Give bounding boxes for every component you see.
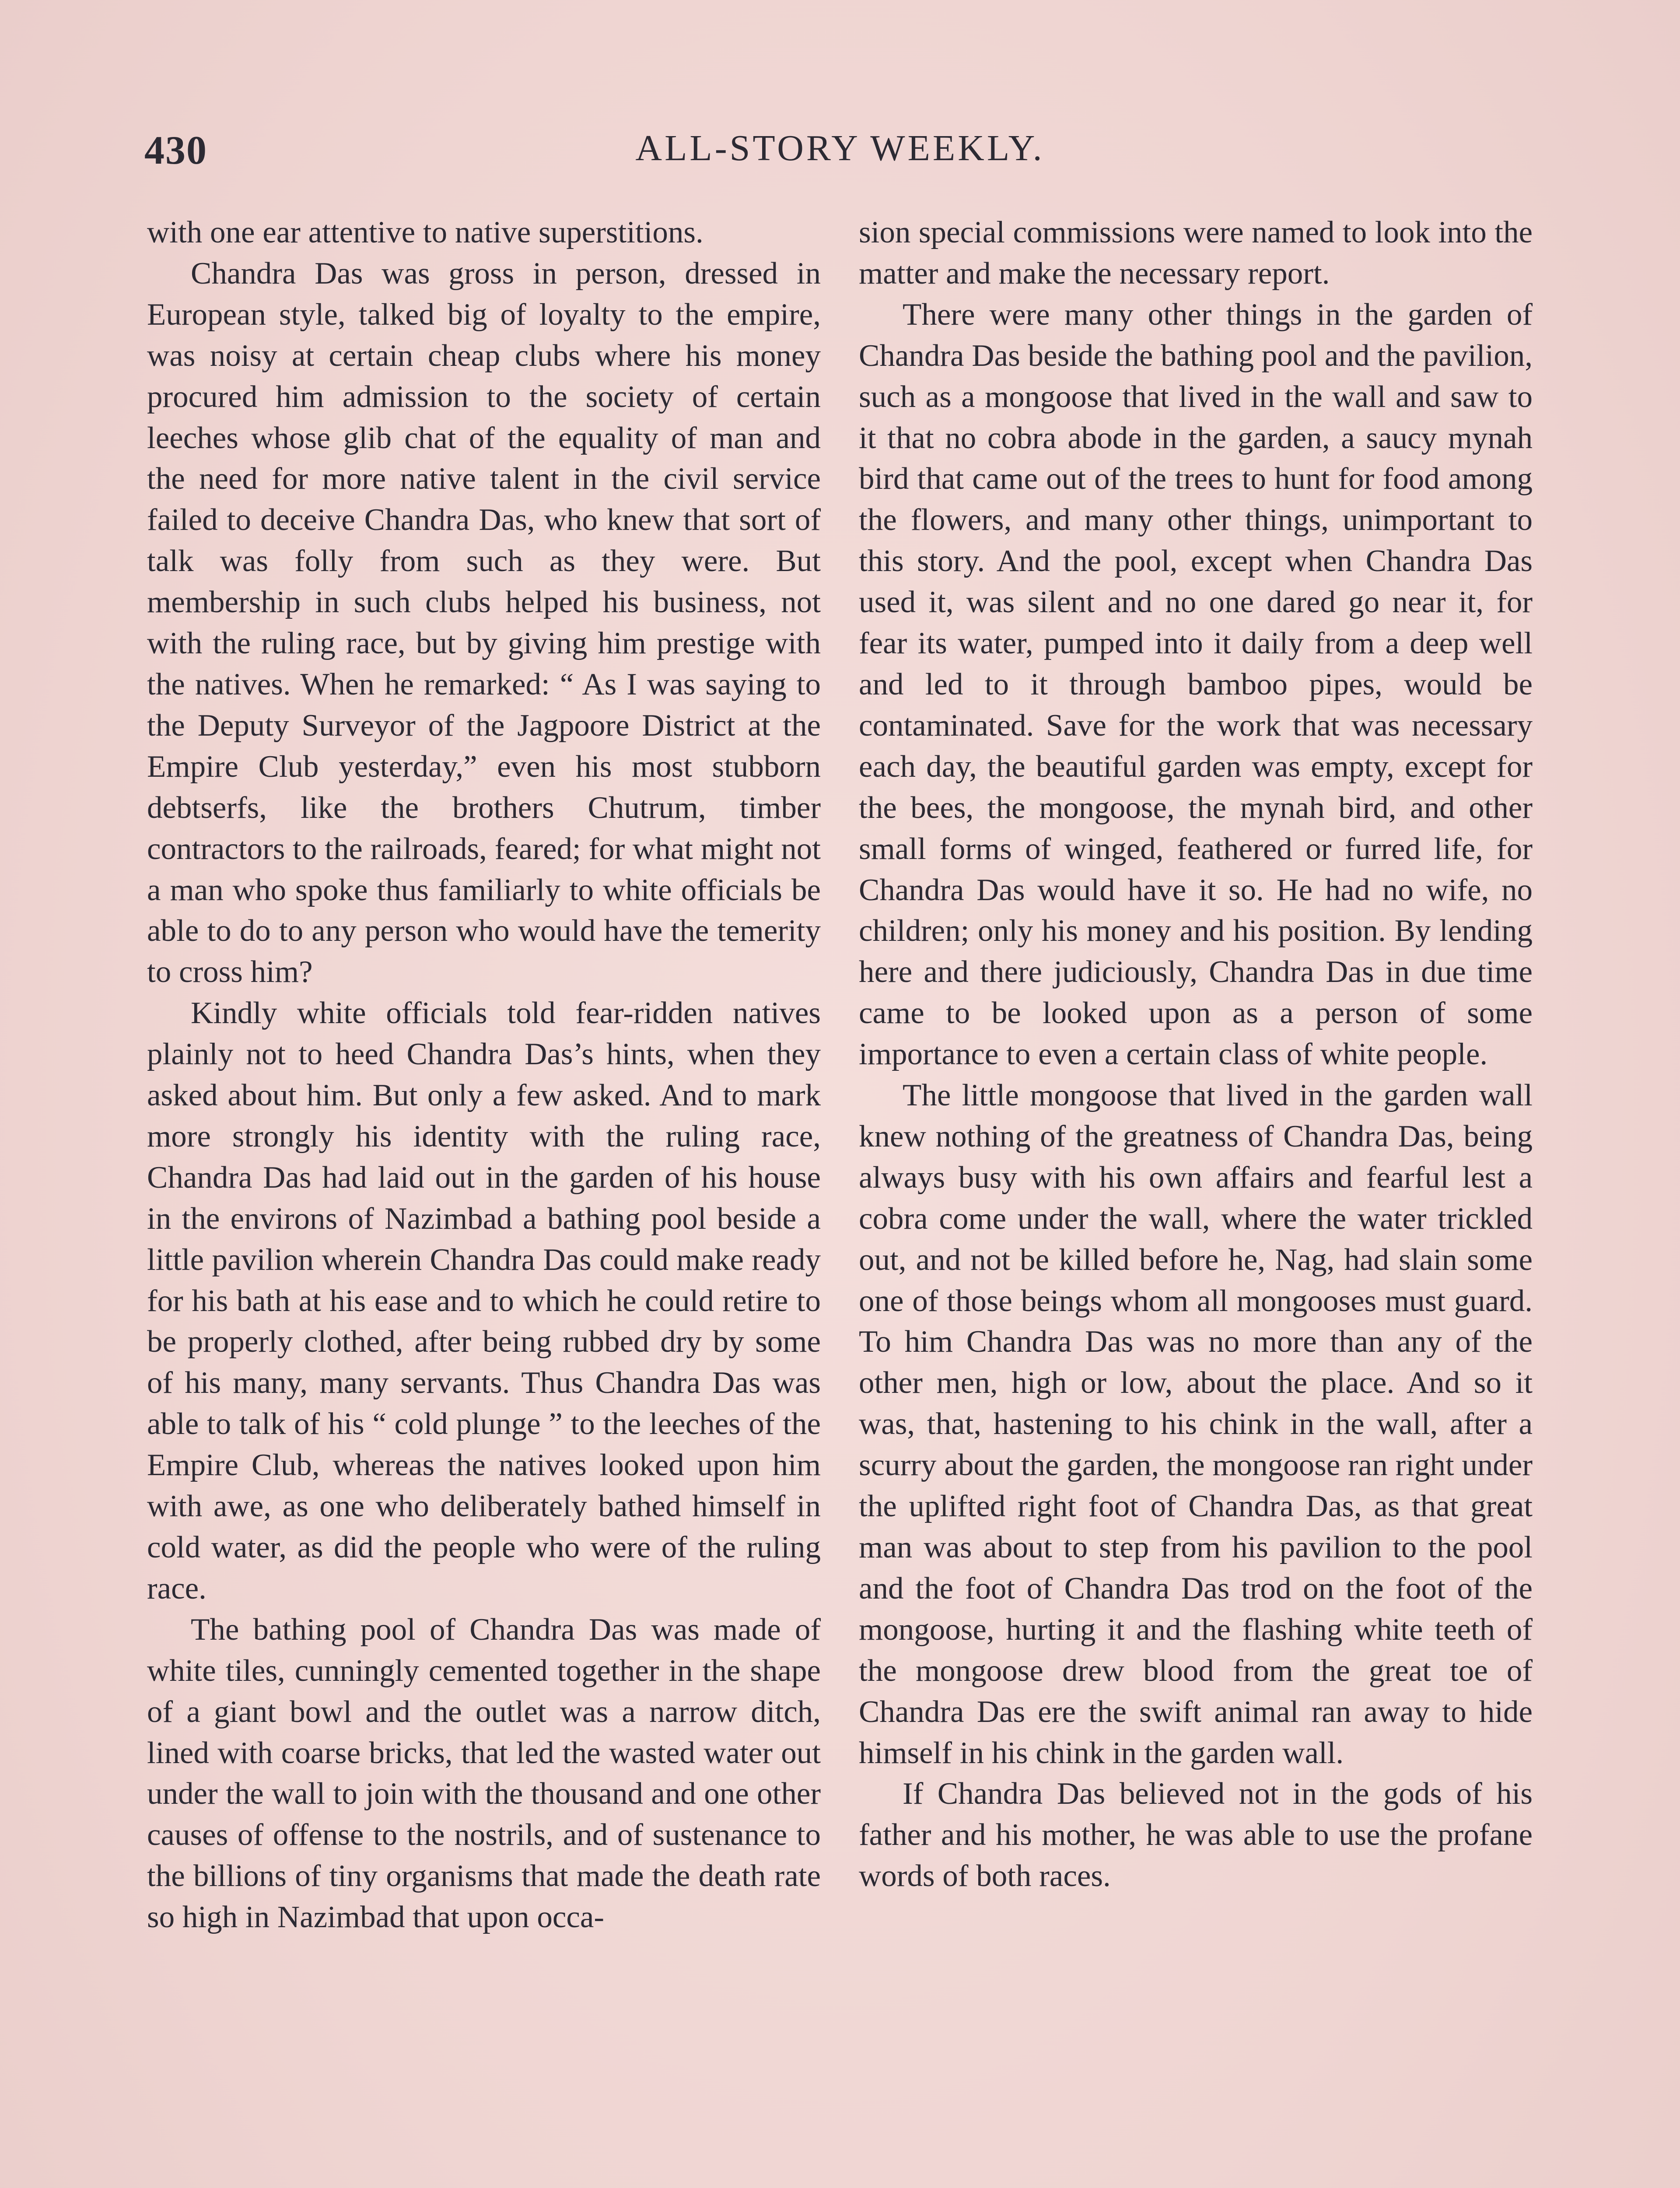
- page-number: 430: [144, 128, 207, 172]
- paragraph: The little mongoose that lived in the garden wall knew nothing of the greatness of Chandra Das, being always busy with his own affairs and fearful lest a cobra come under the wall, where the water trickled out, and not be killed before he, Nag, had slain some one of those beings whom all mongooses must guard. To him Chandra Das was no more than any of the other men, high or low, about the place. And so it was, that, hastening to his chink in the wall, after a scurry about the garden, the mongoose ran right under the uplifted right foot of Chandra Das, as that great man was about to step from his pavilion to the pool and the foot of Chandra Das trod on the foot of the mongoose, hurting it and the flashing white teeth of the mongoose drew blood from the great toe of Chandra Das ere the swift animal ran away to hide himself in his chink in the garden wall.: [859, 1078, 1533, 1770]
- paragraph: If Chandra Das believed not in the gods of his father and his mother, he was able to use the profane words of both races.: [859, 1777, 1533, 1893]
- left-column: [147, 212, 821, 1938]
- page-header: [0, 127, 1680, 184]
- paragraph: Kindly white officials told fear-ridden natives plainly not to heed Chandra Das’s hints, when they asked about him. But only a few asked. And to mark more strongly his identity with the ruling race, Chandra Das had laid out in the garden of his house in the environs of Nazimbad a bathing pool beside a little pavilion wherein Chandra Das could make ready for his bath at his ease and to which he could retire to be properly clothed, after being rubbed dry by some of his many, many servants. Thus Chandra Das was able to talk of his “ cold plunge ” to the leeches of the Empire Club, whereas the natives looked upon him with awe, as one who deliberately bathed himself in cold water, as did the people who were of the ruling race.: [147, 996, 821, 1606]
- paragraph: sion special commissions were named to look into the matter and make the necessary report.: [859, 215, 1533, 291]
- paragraph: Chandra Das was gross in person, dressed in European style, talked big of loyalty to the empire, was noisy at certain cheap clubs where his money procured him admission to the society of certain leeches whose glib chat of the equality of man and the need for more native talent in the civil service failed to deceive Chandra Das, who knew that sort of talk was folly from such as they were. But membership in such clubs helped his business, not with the ruling race, but by giving him prestige with the natives. When he remarked: “ As I was saying to the Deputy Surveyor of the Jagpoore District at the Empire Club yesterday,” even his most stubborn debtserfs, like the brothers Chutrum, timber contractors to the railroads, feared; for what might not a man who spoke thus familiarly to white officials be able to do to any person who would have the temerity to cross him?: [147, 256, 821, 989]
- right-column: [859, 212, 1533, 1897]
- paragraph: with one ear attentive to native superstitions.: [147, 215, 704, 249]
- paragraph: The bathing pool of Chandra Das was made of white tiles, cunningly cemented together in the shape of a giant bowl and the outlet was a narrow ditch, lined with coarse bricks, that led the wasted water out under the wall to join with the thousand and one other causes of offense to the nostrils, and of sustenance to the billions of tiny organisms that made the death rate so high in Nazimbad that upon occa-: [147, 1612, 821, 1935]
- running-title: ALL-STORY WEEKLY.: [635, 128, 1045, 168]
- paragraph: There were many other things in the garden of Chandra Das beside the bathing pool and the pavilion, such as a mongoose that lived in the wall and saw to it that no cobra abode in the garden, a saucy mynah bird that came out of the trees to hunt for food among the flowers, and many other things, unimportant to this story. And the pool, except when Chandra Das used it, was silent and no one dared go near it, for fear its water, pumped into it daily from a deep well and led to it through bamboo pipes, would be contaminated. Save for the work that was necessary each day, the beautiful garden was empty, except for the bees, the mongoose, the mynah bird, and other small forms of winged, feathered or furred life, for Chandra Das would have it so. He had no wife, no children; only his money and his position. By lending here and there judiciously, Chandra Das in due time came to be looked upon as a person of some importance to even a certain class of white people.: [859, 297, 1533, 1072]
